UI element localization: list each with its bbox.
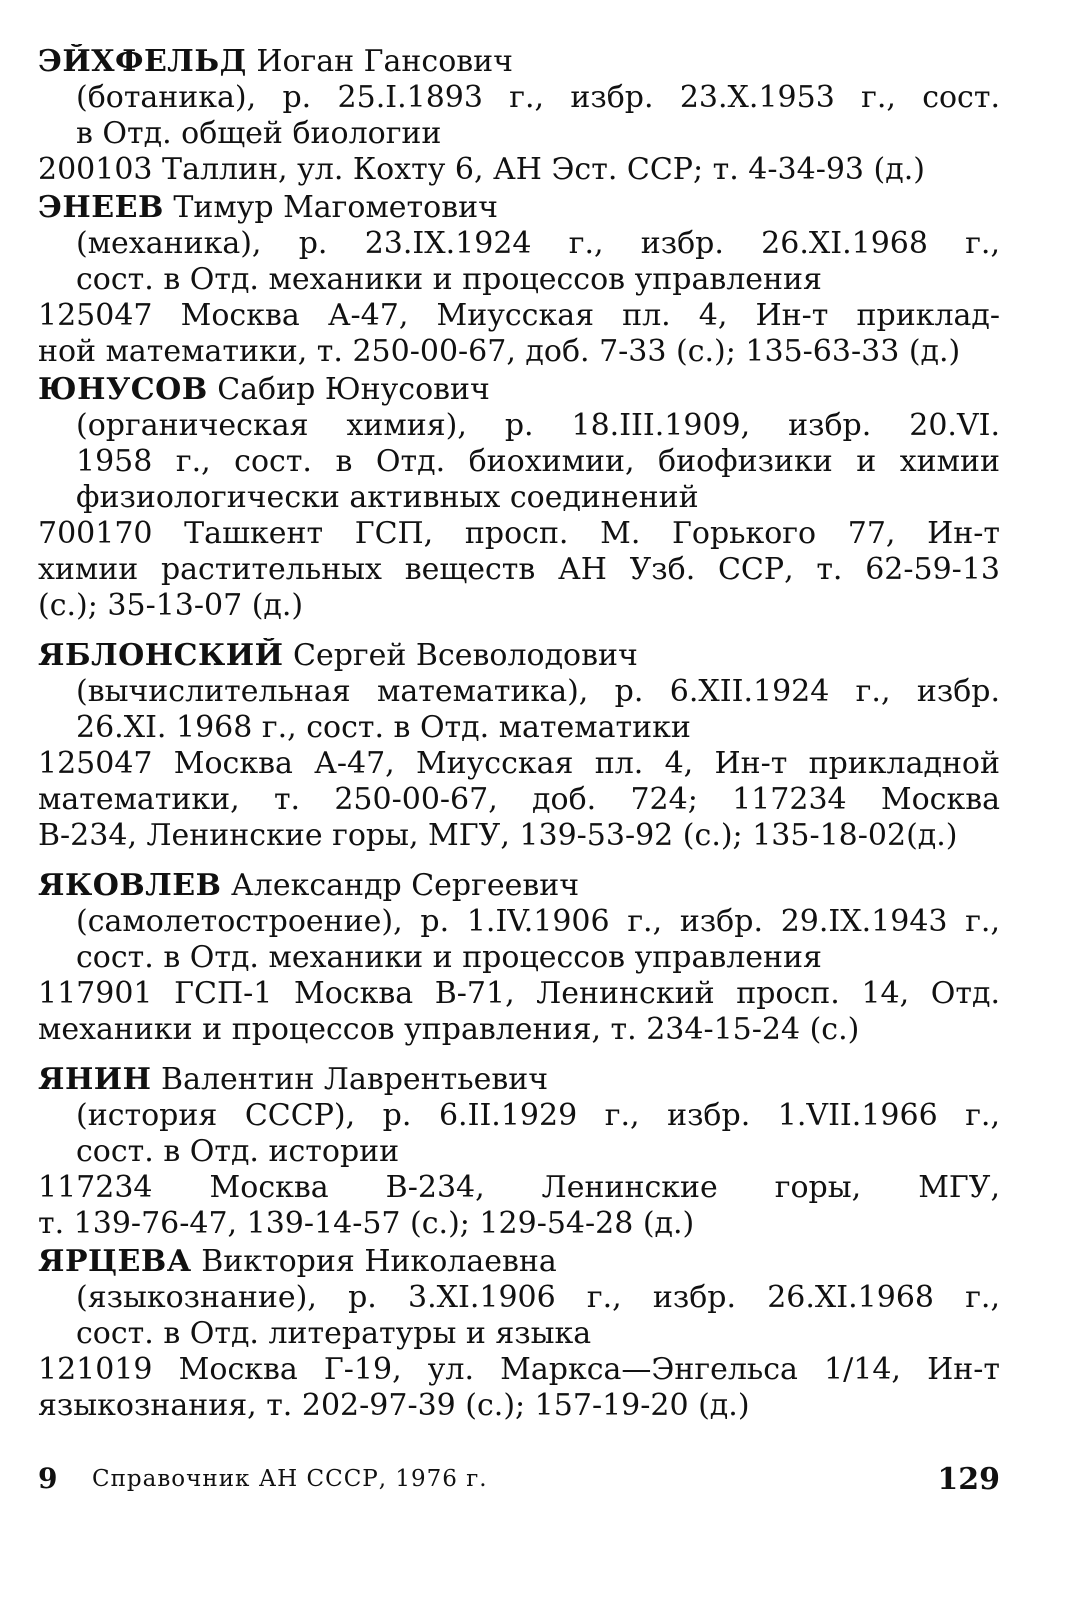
entry-address-line: 117234 Москва В-234, Ленинские горы, МГУ, xyxy=(38,1170,1000,1205)
entry-address-line: химии растительных веществ АН Узб. ССР, т. 62-59-13 xyxy=(38,552,1000,587)
entry-heading xyxy=(38,190,1000,226)
entry-field-line: сост. в Отд. механики и процессов управления xyxy=(76,940,822,975)
entry-address-line: математики, т. 250-00-67, доб. 724; 117234 Москва xyxy=(38,782,1000,817)
entry-given-name: Александр Сергеевич xyxy=(231,868,580,903)
entry-address-line: ной математики, т. 250-00-67, доб. 7-33 (с.); 135-63-33 (д.) xyxy=(38,334,961,369)
entry-surname: ЯБЛОНСКИЙ xyxy=(38,638,284,673)
entry-heading xyxy=(38,1062,1000,1098)
entry-given-name: Валентин Лаврентьевич xyxy=(161,1062,549,1097)
entry-field-line: сост. в Отд. истории xyxy=(76,1134,400,1169)
entry-address-line: языкознания, т. 202-97-39 (с.); 157-19-20 (д.) xyxy=(38,1388,750,1423)
entry-address-line: (с.); 35-13-07 (д.) xyxy=(38,588,304,623)
entry-address-line: 121019 Москва Г-19, ул. Маркса—Энгельса 1/14, Ин-т xyxy=(38,1352,1000,1387)
entry-heading xyxy=(38,868,1000,904)
entry-given-name: Иоган Гансович xyxy=(256,44,514,79)
entry-address-line: 200103 Таллин, ул. Кохту 6, АН Эст. ССР; т. 4-34-93 (д.) xyxy=(38,152,925,187)
entry xyxy=(38,1244,1000,1424)
entry xyxy=(38,190,1000,370)
entry-field-line: в Отд. общей биологии xyxy=(76,116,442,151)
entry-address-line: механики и процессов управления, т. 234-15-24 (с.) xyxy=(38,1012,860,1047)
entry-field-line: 26.XI. 1968 г., сост. в Отд. математики xyxy=(76,710,691,745)
entry-heading xyxy=(38,638,1000,674)
entry-field-line: 1958 г., сост. в Отд. биохимии, биофизики и химии xyxy=(76,444,1000,479)
entry-field-line: (история СССР), р. 6.II.1929 г., избр. 1.VII.1966 г., xyxy=(76,1098,1000,1133)
entry-heading xyxy=(38,372,1000,408)
entry xyxy=(38,372,1000,624)
entry-field-line: сост. в Отд. литературы и языка xyxy=(76,1316,592,1351)
entry-surname: ЭНЕЕВ xyxy=(38,190,164,225)
entry-given-name: Тимур Магометович xyxy=(173,190,498,225)
entry-given-name: Виктория Николаевна xyxy=(201,1244,557,1279)
entry xyxy=(38,44,1000,188)
entry xyxy=(38,1062,1000,1242)
entry-surname: ЯРЦЕВА xyxy=(38,1244,192,1279)
entry-field-line: (самолетостроение), р. 1.IV.1906 г., избр. 29.IX.1943 г., xyxy=(76,904,1000,939)
entry-surname: ЭЙХФЕЛЬД xyxy=(38,44,247,79)
source-title: Справочник АН СССР, 1976 г. xyxy=(92,1466,488,1492)
entry-address-line: В-234, Ленинские горы, МГУ, 139-53-92 (с.); 135-18-02(д.) xyxy=(38,818,958,853)
entry-field-line: физиологически активных соединений xyxy=(76,480,699,515)
entry-address-line: 125047 Москва А-47, Миусская пл. 4, Ин-т приклад- xyxy=(38,298,1000,333)
entry-given-name: Сабир Юнусович xyxy=(217,372,490,407)
entry-surname: ЯНИН xyxy=(38,1062,152,1097)
entry-surname: ЯКОВЛЕВ xyxy=(38,868,222,903)
entry-heading xyxy=(38,1244,1000,1280)
page-footer xyxy=(38,1462,1000,1502)
directory-page xyxy=(38,44,1000,1424)
entry xyxy=(38,638,1000,854)
entry-address-line: 117901 ГСП-1 Москва В-71, Ленинский просп. 14, Отд. xyxy=(38,976,1000,1011)
entry-field-line: сост. в Отд. механики и процессов управления xyxy=(76,262,822,297)
signature-mark: 9 xyxy=(38,1462,58,1495)
entry-heading xyxy=(38,44,1000,80)
entry-field-line: (ботаника), р. 25.I.1893 г., избр. 23.X.1953 г., сост. xyxy=(76,80,1000,115)
entry-field-line: (механика), р. 23.IX.1924 г., избр. 26.XI.1968 г., xyxy=(76,226,1000,261)
entry-given-name: Сергей Всеволодович xyxy=(293,638,638,673)
entry-field-line: (органическая химия), р. 18.III.1909, избр. 20.VI. xyxy=(76,408,1000,443)
entry-address-line: 125047 Москва А-47, Миусская пл. 4, Ин-т прикладной xyxy=(38,746,1000,781)
entry-field-line: (вычислительная математика), р. 6.XII.1924 г., избр. xyxy=(76,674,1000,709)
entry-address-line: т. 139-76-47, 139-14-57 (с.); 129-54-28 (д.) xyxy=(38,1206,695,1241)
page-number: 129 xyxy=(937,1462,1000,1497)
entry-field-line: (языкознание), р. 3.XI.1906 г., избр. 26.XI.1968 г., xyxy=(76,1280,1000,1315)
entry xyxy=(38,868,1000,1048)
entry-address-line: 700170 Ташкент ГСП, просп. М. Горького 77, Ин-т xyxy=(38,516,1000,551)
entry-surname: ЮНУСОВ xyxy=(38,372,208,407)
